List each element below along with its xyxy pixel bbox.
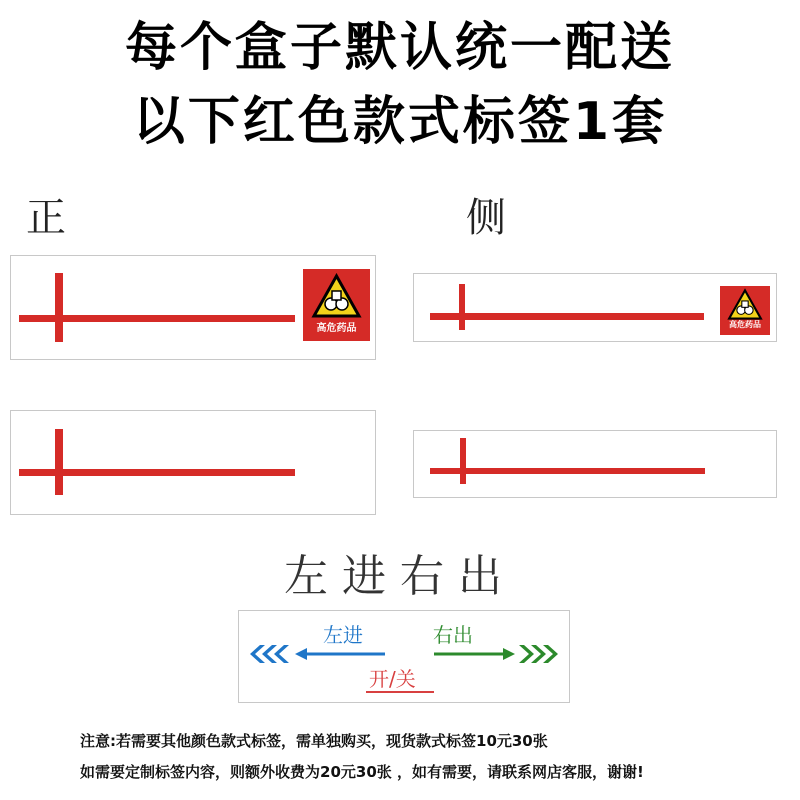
side-label-with-badge <box>413 273 777 342</box>
note-line-2: 如需要定制标签内容，则额外收费为20元30张 ，如有需要，请联系网店客服，谢谢! <box>80 763 644 781</box>
right-out-label: 右出 <box>433 623 473 647</box>
label-vertical-bar <box>55 429 63 495</box>
right-arrowhead-icon <box>503 648 515 660</box>
hazard-badge-text: 高危药品 <box>316 323 357 334</box>
hazard-warning-icon <box>727 288 763 321</box>
hazard-badge-text: 高危药品 <box>729 320 761 329</box>
headline-line-2: 以下红色款式标签1套 <box>132 92 668 152</box>
hazard-warning-icon <box>311 273 362 319</box>
left-in-label: 左进 <box>323 623 363 647</box>
front-label-plain <box>10 410 376 515</box>
headline-line-1: 每个盒子默认统一配送 <box>124 18 675 78</box>
right-chevrons-icon <box>519 645 558 663</box>
label-horizontal-bar <box>430 468 705 474</box>
side-label-plain <box>413 430 777 498</box>
left-chevrons-icon <box>250 645 289 663</box>
flow-title: 左进右出 <box>284 551 516 602</box>
label-vertical-bar <box>460 438 466 484</box>
label-vertical-bar <box>55 273 63 342</box>
hazard-badge <box>720 286 770 335</box>
front-section-label: 正 <box>26 195 66 241</box>
flow-direction-box <box>238 610 570 703</box>
left-arrowhead-icon <box>295 648 307 660</box>
side-section-label: 侧 <box>466 195 506 241</box>
front-label-with-badge <box>10 255 376 360</box>
note-line-1: 注意:若需要其他颜色款式标签，需单独购买，现货款式标签10元30张 <box>80 732 548 750</box>
label-horizontal-bar <box>430 313 704 320</box>
label-vertical-bar <box>459 284 465 330</box>
hazard-badge <box>303 269 370 341</box>
switch-label: 开/关 <box>369 667 416 691</box>
